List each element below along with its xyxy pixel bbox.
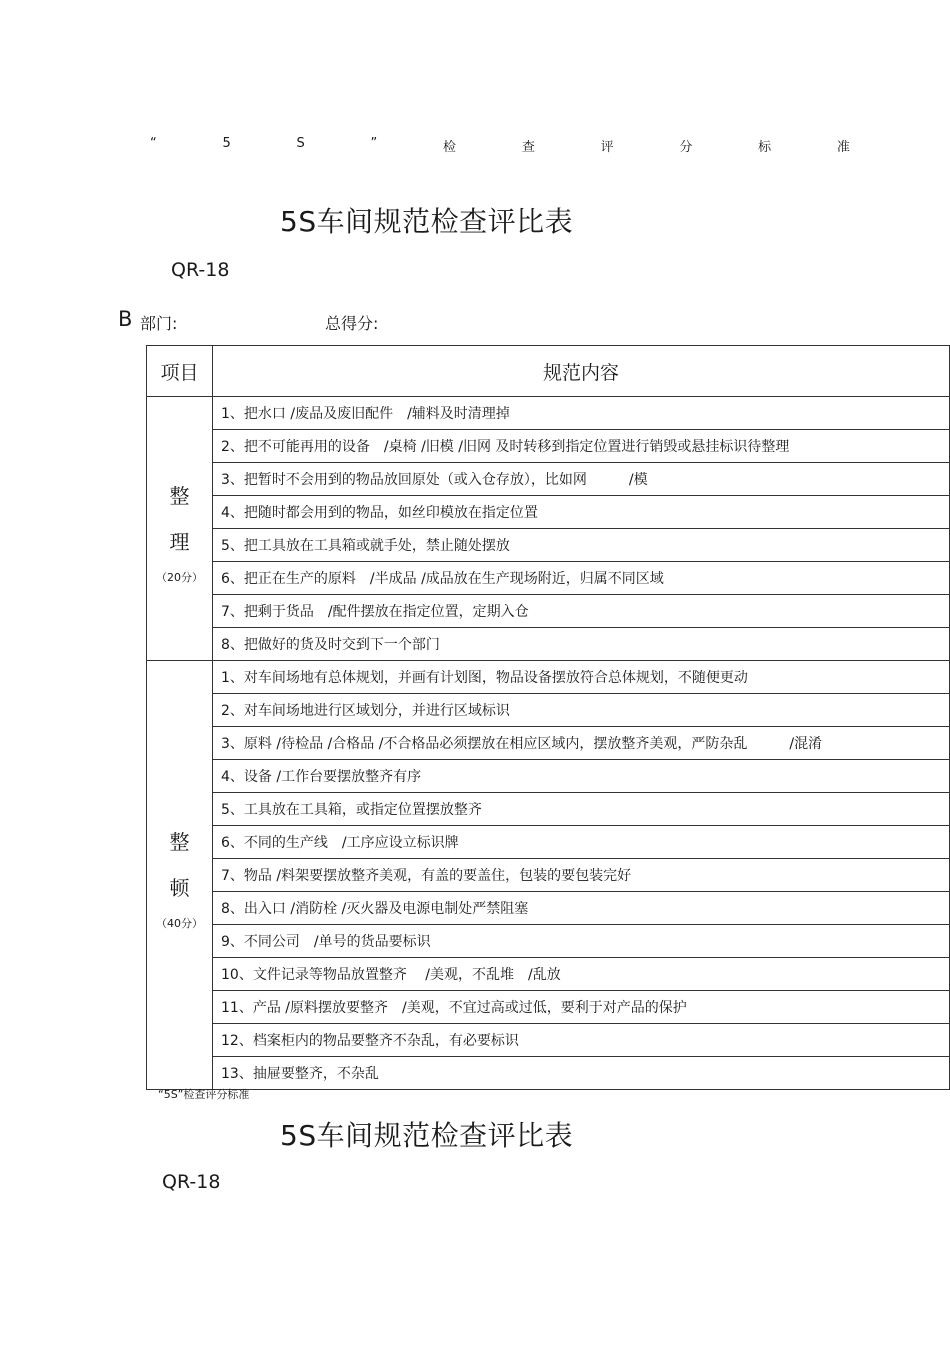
row-content: 7、把剩于货品 /配件摆放在指定位置，定期入仓 — [213, 595, 950, 628]
form-code: QR-18 — [171, 259, 230, 281]
department-label: 部门: — [140, 314, 178, 333]
table-row — [147, 760, 950, 793]
category-char: 整 — [169, 483, 190, 508]
table-row — [147, 991, 950, 1024]
table-row — [147, 595, 950, 628]
header-char: ” — [370, 136, 378, 151]
row-content: 2、对车间场地进行区域划分，并进行区域标识 — [213, 694, 950, 727]
page-title: 5S车间规范检查评比表 — [280, 205, 574, 238]
header-content: 规范内容 — [213, 346, 950, 397]
table-row — [147, 628, 950, 661]
header-char: “ — [150, 136, 157, 151]
table-row — [147, 397, 950, 430]
table-row — [147, 826, 950, 859]
row-content: 2、把不可能再用的设备 /桌椅 /旧模 /旧网 及时转移到指定位置进行销毁或悬挂标识待整理 — [213, 430, 950, 463]
form-code-repeat: QR-18 — [162, 1171, 221, 1193]
row-content: 3、把暂时不会用到的物品放回原处（或入仓存放），比如网 /模 — [213, 463, 950, 496]
footnote: “5S”检查评分标准 — [158, 1088, 250, 1101]
row-content: 12、档案柜内的物品要整齐不杂乱，有必要标识 — [213, 1024, 950, 1057]
category-char: 理 — [169, 529, 190, 554]
header-char: 标 — [758, 140, 772, 155]
table-row — [147, 859, 950, 892]
header-char: S — [296, 136, 305, 151]
category-points: （40分） — [156, 917, 203, 930]
total-score-label: 总得分: — [325, 314, 379, 333]
table-row — [147, 892, 950, 925]
table-row — [147, 694, 950, 727]
row-content: 5、工具放在工具箱，或指定位置摆放整齐 — [213, 793, 950, 826]
row-content: 1、把水口 /废品及废旧配件 /辅料及时清理掉 — [213, 397, 950, 430]
row-content: 1、对车间场地有总体规划，并画有计划图，物品设备摆放符合总体规划，不随便更动 — [213, 661, 950, 694]
row-content: 4、把随时都会用到的物品，如丝印模放在指定位置 — [213, 496, 950, 529]
page-title-repeat: 5S车间规范检查评比表 — [280, 1119, 574, 1152]
table-row — [147, 661, 950, 694]
header-char: 5 — [222, 136, 231, 151]
row-content: 5、把工具放在工具箱或就手处，禁止随处摆放 — [213, 529, 950, 562]
header-char: 准 — [836, 140, 850, 155]
row-content: 4、设备 /工作台要摆放整齐有序 — [213, 760, 950, 793]
row-content: 10、文件记录等物品放置整齐 /美观，不乱堆 /乱放 — [213, 958, 950, 991]
row-content: 8、把做好的货及时交到下一个部门 — [213, 628, 950, 661]
category-seiton — [147, 661, 213, 1090]
row-content: 13、抽屉要整齐，不杂乱 — [213, 1057, 950, 1090]
header-char: 查 — [521, 140, 535, 155]
table-row — [147, 925, 950, 958]
table-row — [147, 793, 950, 826]
row-content: 11、产品 /原料摆放要整齐 /美观，不宜过高或过低，要利于对产品的保护 — [213, 991, 950, 1024]
table-row — [147, 562, 950, 595]
top-spaced-header — [150, 136, 850, 156]
row-content: 6、把正在生产的原料 /半成品 /成品放在生产现场附近，归属不同区域 — [213, 562, 950, 595]
row-content: 6、不同的生产线 /工序应设立标识牌 — [213, 826, 950, 859]
inspection-table — [146, 345, 950, 1090]
table-row — [147, 430, 950, 463]
table-row — [147, 1024, 950, 1057]
table-row — [147, 727, 950, 760]
table-row — [147, 529, 950, 562]
row-content: 3、原料 /待检品 /合格品 /不合格品必须摆放在相应区域内，摆放整齐美观，严防杂乱 /混淆 — [213, 727, 950, 760]
row-content: 9、不同公司 /单号的货品要标识 — [213, 925, 950, 958]
category-char: 整 — [169, 830, 190, 854]
header-char: 评 — [600, 140, 614, 155]
category-points: （20分） — [156, 570, 203, 584]
header-item: 项目 — [147, 346, 213, 397]
header-char: 检 — [443, 140, 457, 155]
category-char: 顿 — [169, 876, 190, 900]
table-row — [147, 958, 950, 991]
table-row — [147, 463, 950, 496]
info-prefix: B — [118, 307, 133, 331]
row-content: 8、出入口 /消防栓 /灭火器及电源电制处严禁阻塞 — [213, 892, 950, 925]
category-seiri — [147, 397, 213, 661]
row-content: 7、物品 /料架要摆放整齐美观，有盖的要盖住，包装的要包装完好 — [213, 859, 950, 892]
table-row — [147, 496, 950, 529]
table-row — [147, 1057, 950, 1090]
header-char: 分 — [679, 140, 693, 155]
table-header-row — [147, 346, 950, 397]
